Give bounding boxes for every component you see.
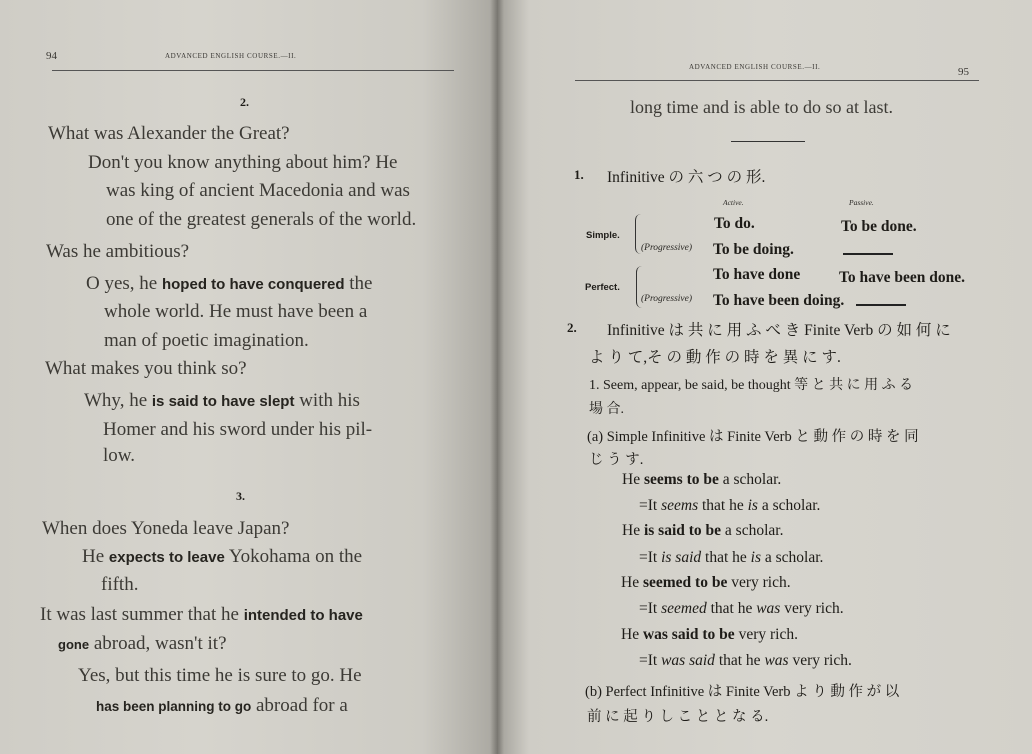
page-number-left: 94 [46, 50, 57, 62]
form-active: To have done [713, 266, 801, 283]
example-sentence: He was said to be very rich. [621, 626, 798, 643]
example-sentence: He seemed to be very rich. [621, 574, 791, 591]
answer-line: has been planning to go abroad for a [96, 695, 348, 716]
continued-line: long time and is able to do so at last. [630, 97, 893, 117]
question-line: What was Alexander the Great? [48, 123, 290, 144]
running-header-left: ADVANCED ENGLISH COURSE.—II. [165, 52, 297, 60]
question-line: It was last summer that he intended to have [40, 604, 363, 625]
form-active: To do. [714, 215, 755, 232]
right-page [497, 0, 1032, 754]
answer-line: Yes, but this time he is sure to go. He [78, 665, 362, 686]
answer-line: fifth. [101, 574, 139, 595]
column-passive: Passive. [849, 198, 874, 207]
form-active: To be doing. [713, 241, 794, 258]
body-line: 場 合. [589, 402, 624, 417]
body-line: じ う す. [589, 452, 644, 468]
answer-line: O yes, he hoped to have conquered the [86, 273, 373, 294]
answer-line: one of the greatest generals of the world. [106, 209, 417, 230]
answer-line: He expects to leave Yokohama on the [82, 546, 363, 567]
question-line: What makes you think so? [45, 358, 247, 379]
column-active: Active. [723, 198, 744, 207]
infinitive-highlight: expects to leave [108, 549, 225, 566]
answer-line: low. [103, 445, 136, 466]
question-line: Was he ambitious? [46, 241, 190, 262]
empty-form-dash [856, 304, 906, 306]
progressive-label: (Progressive) [641, 294, 693, 304]
book-spine-gutter [490, 0, 504, 754]
simple-label: Simple. [586, 230, 620, 241]
progressive-label: (Progressive) [641, 243, 693, 253]
header-rule-right [575, 80, 979, 81]
form-passive: To be done. [841, 218, 917, 235]
answer-line: Why, he is said to have slept with his [84, 390, 360, 411]
infinitive-highlight: gone [58, 637, 90, 652]
body-line: 前 に 起 り し こ と と な る. [587, 709, 769, 725]
body-line: (a) Simple Infinitive は Finite Verb と 動 作 の 時 を 同 [587, 429, 919, 445]
form-active: To have been doing. [713, 292, 845, 309]
form-passive: To have been done. [839, 269, 966, 286]
header-rule-left [52, 70, 454, 71]
answer-line: was king of ancient Macedonia and was [106, 180, 410, 201]
body-line: よ り て,そ の 動 作 の 時 を 異 に す. [589, 349, 841, 366]
infinitive-highlight: has been planning to go [96, 699, 252, 714]
page-number-right: 95 [958, 66, 969, 78]
left-page [0, 0, 497, 754]
answer-line: Homer and his sword under his pil- [103, 419, 373, 440]
example-sentence: He seems to be a scholar. [622, 471, 782, 488]
paraphrase-sentence: =It was said that he was very rich. [639, 652, 852, 669]
empty-form-dash [843, 253, 893, 255]
paraphrase-sentence: =It seemed that he was very rich. [639, 600, 844, 617]
infinitive-highlight: intended to have [243, 607, 363, 624]
item-number-1: 1. [574, 167, 584, 182]
item-number-2: 2. [567, 320, 577, 335]
body-line: 1. Seem, appear, be said, be thought 等 と 共 に 用 ふ る [589, 378, 914, 393]
answer-line: man of poetic imagination. [104, 330, 309, 351]
body-line: (b) Perfect Infinitive は Finite Verb よ り 動 作 が 以 [585, 684, 900, 700]
perfect-label: Perfect. [585, 282, 620, 293]
question-line: gone abroad, wasn't it? [58, 633, 227, 654]
example-sentence: He is said to be a scholar. [622, 522, 784, 539]
infinitive-highlight: hoped to have conquered [161, 276, 345, 293]
body-line: Infinitive は 共 に 用 ふ べ き Finite Verb の 如 何 に [607, 322, 951, 339]
infinitive-highlight: is said to have slept [151, 393, 295, 410]
section-number-2: 2. [240, 95, 249, 109]
section-number-3: 3. [236, 489, 245, 503]
question-line: When does Yoneda leave Japan? [42, 518, 290, 539]
item-heading: Infinitive の 六 つ の 形. [607, 169, 766, 186]
section-divider [731, 141, 805, 142]
paraphrase-sentence: =It seems that he is a scholar. [639, 497, 821, 514]
answer-line: Don't you know anything about him? He [88, 152, 398, 173]
answer-line: whole world. He must have been a [104, 301, 368, 322]
paraphrase-sentence: =It is said that he is a scholar. [639, 549, 824, 566]
running-header-right: ADVANCED ENGLISH COURSE.—II. [689, 63, 821, 71]
